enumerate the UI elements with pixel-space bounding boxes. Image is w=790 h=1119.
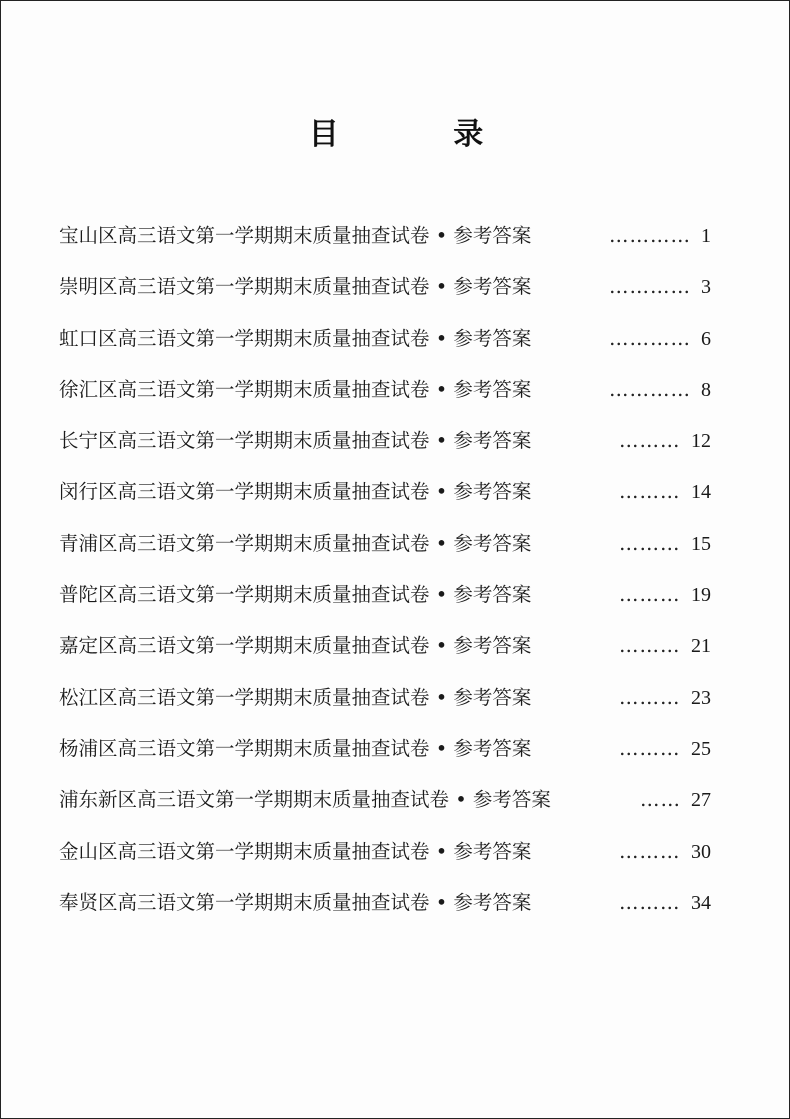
toc-entry-label: 金山区高三语文第一学期期末质量抽查试卷 • 参考答案 [59, 839, 532, 863]
toc-page-number: 12 [691, 430, 711, 453]
toc-entry[interactable] [59, 213, 711, 264]
toc-leader-dots: ……… [619, 583, 681, 607]
toc-leader-dots: ……… [619, 531, 681, 555]
toc-leader-dots: ………… [609, 326, 691, 350]
toc-leader-dots: ……… [619, 839, 681, 863]
toc-entry[interactable] [59, 572, 711, 623]
toc-page-number: 27 [691, 789, 711, 812]
toc-entry-label: 松江区高三语文第一学期期末质量抽查试卷 • 参考答案 [59, 685, 532, 709]
toc-page-number: 1 [701, 225, 711, 247]
toc-page-number: 21 [691, 635, 711, 658]
toc-entry[interactable] [59, 726, 711, 777]
toc-leader-dots: ……… [619, 685, 681, 709]
toc-entry-label: 虹口区高三语文第一学期期末质量抽查试卷 • 参考答案 [59, 326, 532, 350]
toc-entry-label: 青浦区高三语文第一学期期末质量抽查试卷 • 参考答案 [59, 531, 532, 555]
toc-page-number: 34 [691, 891, 711, 914]
toc-entry[interactable] [59, 829, 711, 880]
toc-entry-label: 杨浦区高三语文第一学期期末质量抽查试卷 • 参考答案 [59, 736, 532, 760]
toc-entry[interactable] [59, 367, 711, 418]
table-of-contents [59, 213, 711, 931]
toc-page-number: 23 [691, 686, 711, 709]
toc-page-number: 3 [701, 276, 711, 299]
toc-leader-dots: ………… [609, 275, 691, 299]
toc-leader-dots: ………… [609, 377, 691, 401]
toc-leader-dots: ……… [619, 429, 681, 453]
toc-entry[interactable] [59, 316, 711, 367]
toc-entry[interactable] [59, 675, 711, 726]
toc-leader-dots: ……… [619, 480, 681, 504]
toc-leader-dots: ……… [619, 890, 681, 914]
toc-page-number: 14 [691, 481, 711, 504]
toc-entry-label: 宝山区高三语文第一学期期末质量抽查试卷 • 参考答案 [59, 224, 532, 247]
toc-page-number: 8 [701, 378, 711, 401]
toc-page-number: 25 [691, 737, 711, 760]
toc-entry-label: 浦东新区高三语文第一学期期末质量抽查试卷 • 参考答案 [59, 788, 551, 812]
toc-entry[interactable] [59, 264, 711, 315]
toc-entry[interactable] [59, 623, 711, 674]
toc-entry-label: 嘉定区高三语文第一学期期末质量抽查试卷 • 参考答案 [59, 634, 532, 658]
toc-entry[interactable] [59, 777, 711, 828]
toc-entry-label: 长宁区高三语文第一学期期末质量抽查试卷 • 参考答案 [59, 429, 532, 453]
toc-entry-label: 奉贤区高三语文第一学期期末质量抽查试卷 • 参考答案 [59, 890, 532, 914]
toc-leader-dots: ………… [609, 224, 691, 247]
toc-entry-label: 普陀区高三语文第一学期期末质量抽查试卷 • 参考答案 [59, 583, 532, 607]
toc-page-number: 6 [701, 327, 711, 350]
toc-entry[interactable] [59, 418, 711, 469]
toc-entry-label: 崇明区高三语文第一学期期末质量抽查试卷 • 参考答案 [59, 275, 532, 299]
toc-leader-dots: ……… [619, 736, 681, 760]
toc-page-number: 30 [691, 840, 711, 863]
toc-entry[interactable] [59, 521, 711, 572]
toc-entry-label: 徐汇区高三语文第一学期期末质量抽查试卷 • 参考答案 [59, 377, 532, 401]
toc-leader-dots: ……… [619, 634, 681, 658]
toc-page-number: 19 [691, 584, 711, 607]
page-title: 目 录 [308, 117, 536, 152]
toc-entry[interactable] [59, 469, 711, 520]
toc-entry-label: 闵行区高三语文第一学期期末质量抽查试卷 • 参考答案 [59, 480, 532, 504]
toc-leader-dots: …… [640, 788, 681, 812]
toc-entry[interactable] [59, 880, 711, 931]
toc-page-number: 15 [691, 532, 711, 555]
